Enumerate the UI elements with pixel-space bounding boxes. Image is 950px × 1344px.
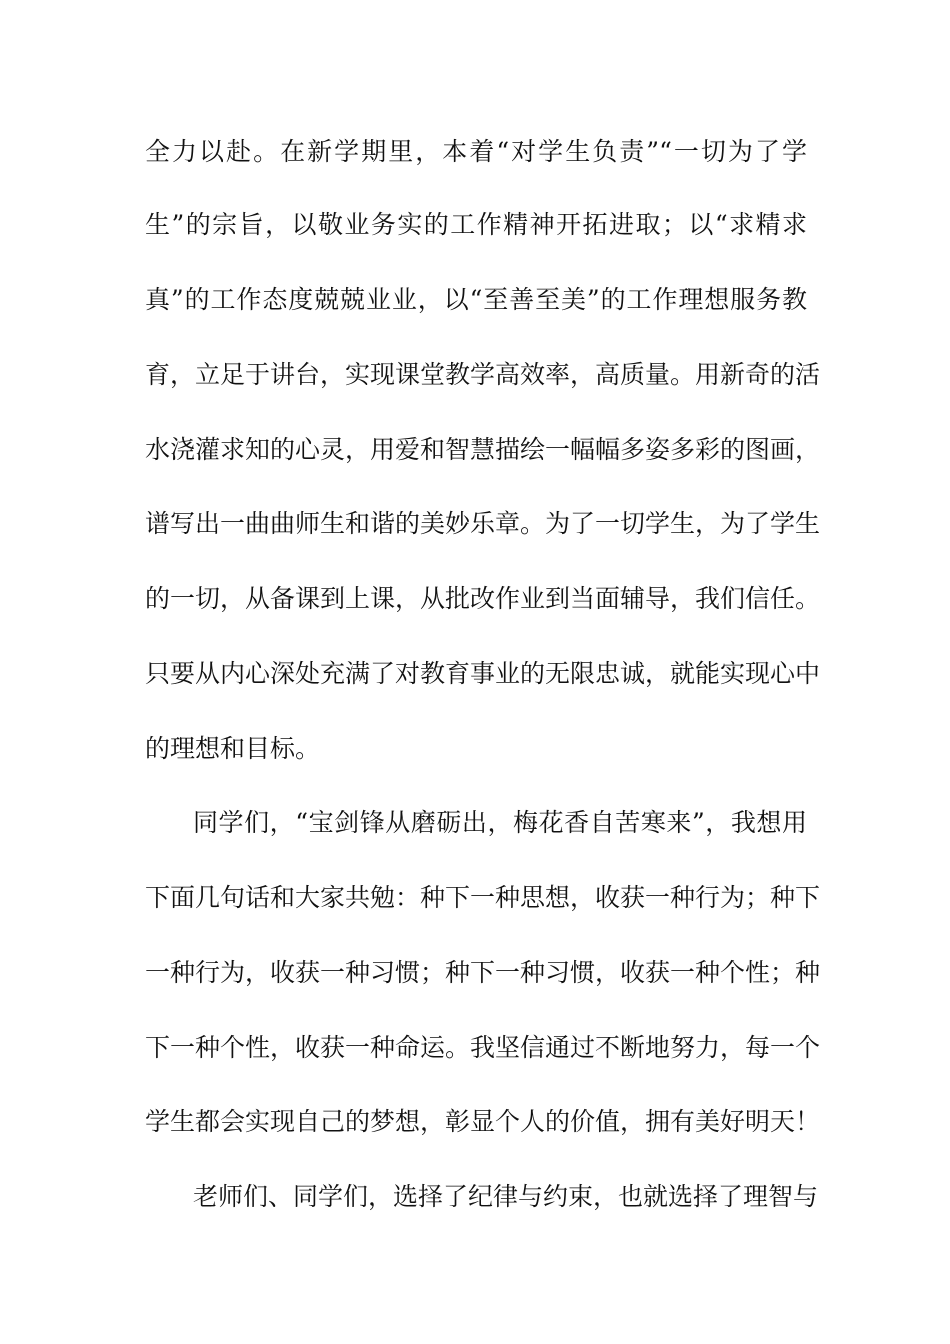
text-line: 的一切，从备课到上课，从批改作业到当面辅导，我们信任。: [145, 584, 821, 613]
text-line: 一种行为，收获一种习惯；种下一种习惯，收获一种个性；种: [145, 958, 821, 987]
text-line: 谱写出一曲曲师生和谐的美妙乐章。为了一切学生，为了学生: [145, 509, 821, 538]
text-line: 真”的工作态度兢兢业业，以“至善至美”的工作理想服务教: [145, 285, 807, 314]
text-line: 生”的宗旨，以敬业务实的工作精神开拓进取；以“求精求: [145, 210, 807, 239]
text-line: 下一种个性，收获一种命运。我坚信通过不断地努力，每一个: [145, 1033, 821, 1062]
text-line: 学生都会实现自己的梦想，彰显个人的价值，拥有美好明天！: [145, 1107, 821, 1136]
text-line: 育，立足于讲台，实现课堂教学高效率，高质量。用新奇的活: [145, 360, 821, 389]
text-line: 水浇灌求知的心灵，用爱和智慧描绘一幅幅多姿多彩的图画，: [145, 435, 821, 464]
text-line: 的理想和目标。: [145, 734, 321, 763]
text-line: 同学们，“宝剑锋从磨砺出，梅花香自苦寒来”，我想用: [193, 808, 807, 837]
text-line: 老师们、同学们，选择了纪律与约束，也就选择了理智与: [193, 1182, 819, 1211]
text-line: 下面几句话和大家共勉：种下一种思想，收获一种行为；种下: [145, 883, 821, 912]
text-line: 全力以赴。在新学期里，本着“对学生负责”“一切为了学: [145, 137, 807, 166]
text-line: 只要从内心深处充满了对教育事业的无限忠诚，就能实现心中: [145, 659, 821, 688]
